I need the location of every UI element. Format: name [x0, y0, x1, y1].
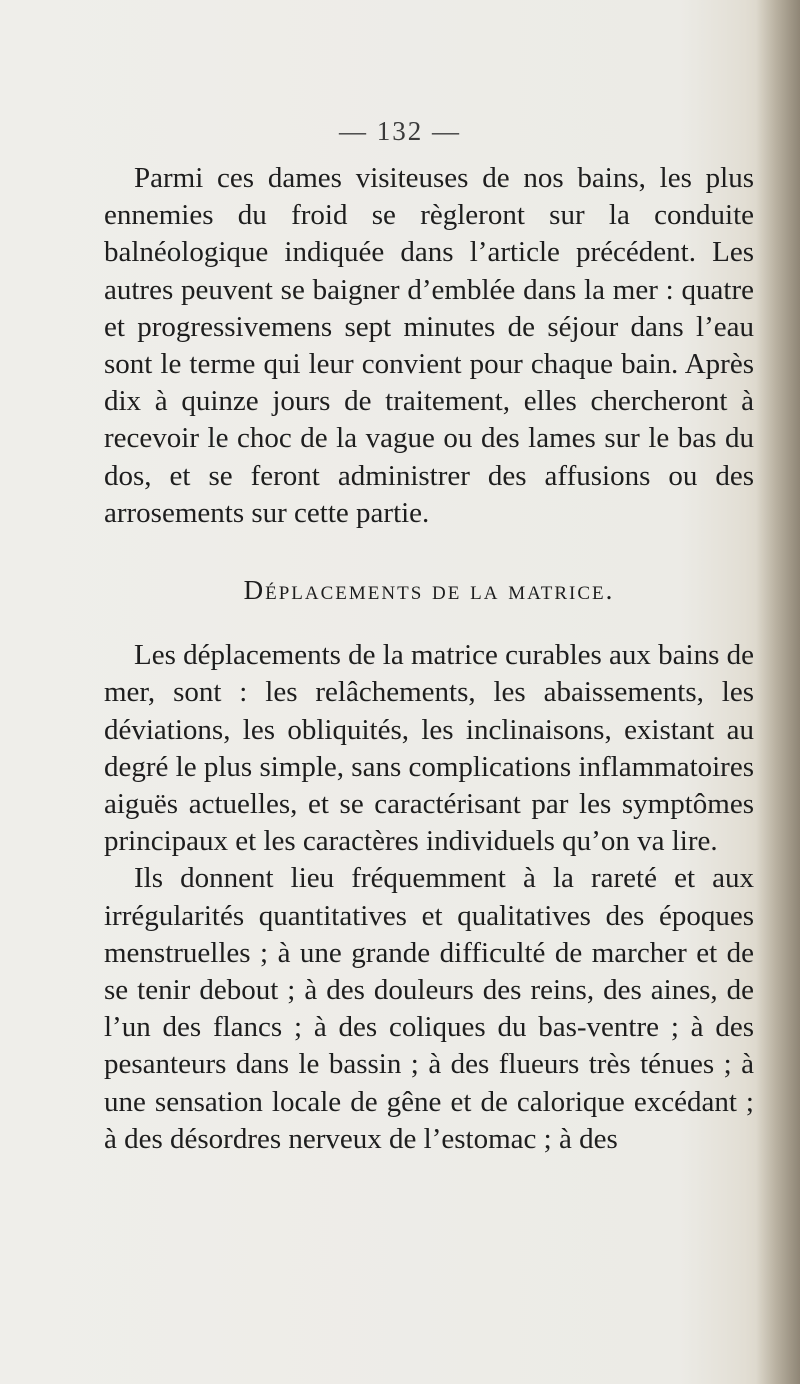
- page-body: [104, 160, 754, 1158]
- paragraph-1: Parmi ces dames visiteuses de nos bains, les plus ennemies du froid se règleront sur la conduite balnéologique indiquée dans l’article précédent. Les autres peuvent se baigner d’emblée dans la mer : quatre et progressivemens sept minutes de séjour dans l’eau sont le terme qui leur convient pour chaque bain. Après dix à quinze jours de traitement, elles chercheront à recevoir le choc de la vague ou des lames sur le bas du dos, et se feront administrer des affusions ou des arrosements sur cette partie.: [104, 162, 754, 529]
- paragraph-3: Ils donnent lieu fréquemment à la rareté et aux irrégularités quantitatives et qualitatives des époques menstruelles ; à une grande difficulté de marcher et de se tenir debout ; à des douleurs des reins, des aines, de l’un des flancs ; à des coliques du bas-ventre ; à des pesanteurs dans le bassin ; à des flueurs très ténues ; à une sensation locale de gêne et de calorique excédant ; à des désordres nerveux de l’estomac ; à des: [104, 862, 754, 1155]
- page-number: — 132 —: [339, 116, 461, 146]
- section-heading: Déplacements de la matrice.: [243, 575, 615, 606]
- page-edge-shadow: [756, 0, 800, 1384]
- paragraph-2: Les déplacements de la matrice curables aux bains de mer, sont : les relâchements, les abaissements, les déviations, les obliquités, les inclinaisons, existant au degré le plus simple, sans complications inflammatoires aiguës actuelles, et se caractérisant par les symptômes principaux et les caractères individuels qu’on va lire.: [104, 639, 755, 858]
